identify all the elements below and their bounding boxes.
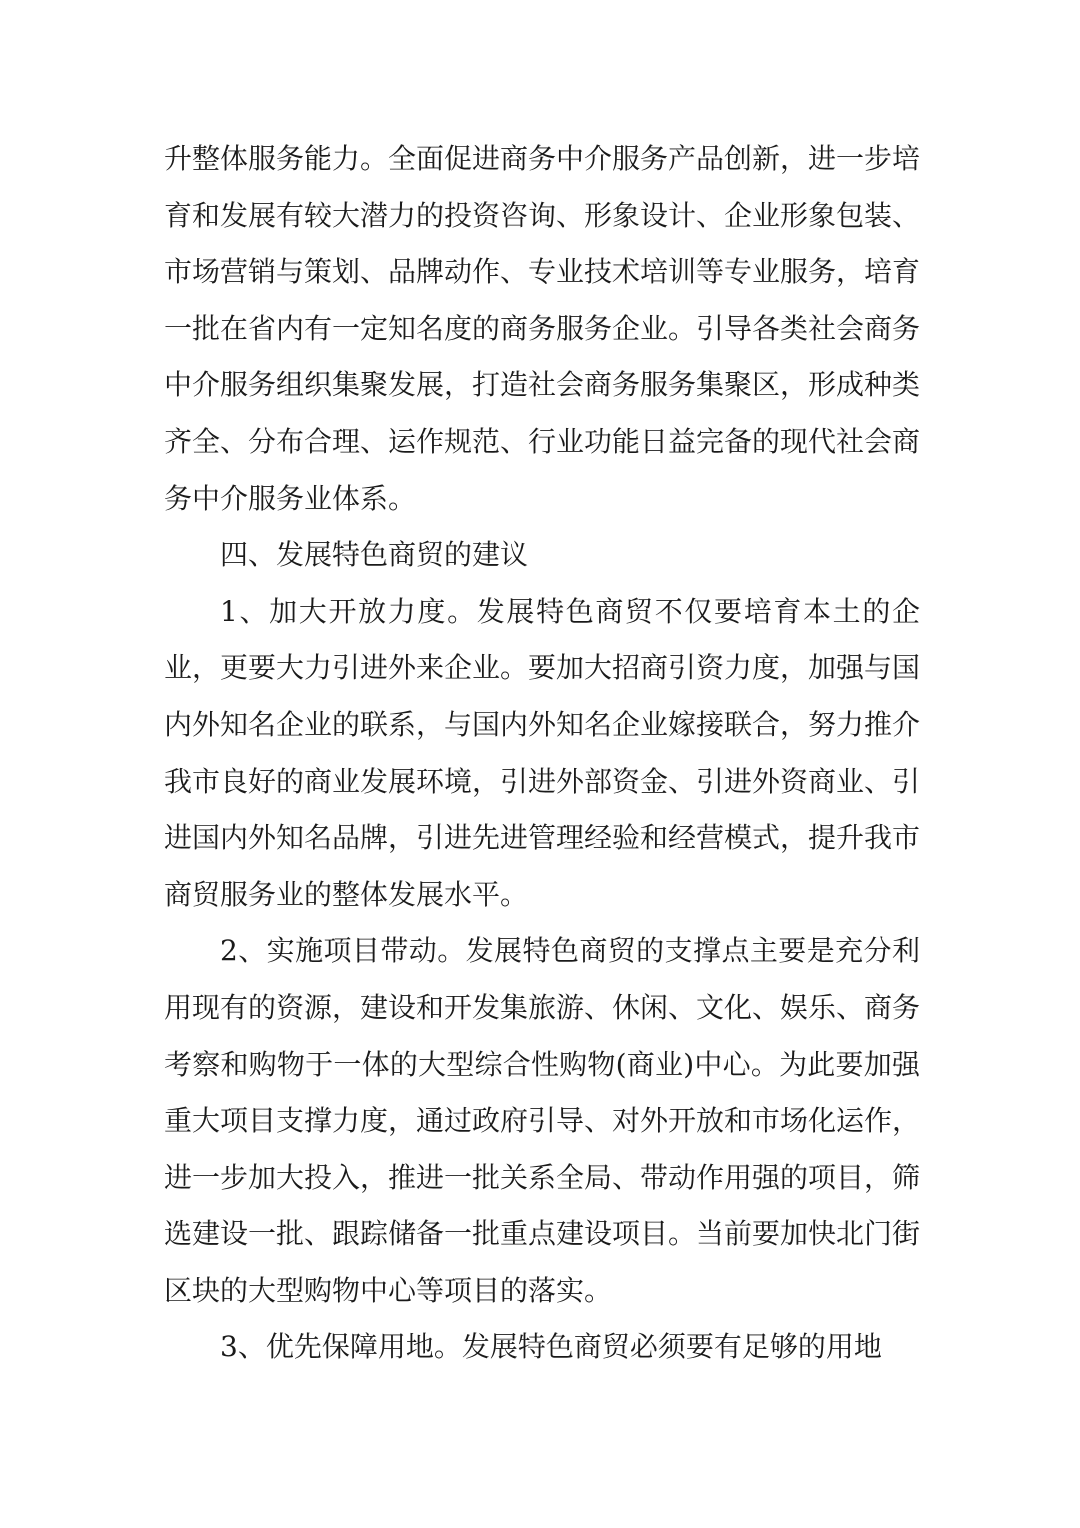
paragraph-project-driven: 2、实施项目带动。发展特色商贸的支撑点主要是充分利用现有的资源，建设和开发集旅游、休闲、文化、娱乐、商务考察和购物于一体的大型综合性购物(商业)中心。为此要加强重大项目支撑力度，通过政府引导、对外开放和市场化运作，进一步加大投入，推进一批关系全局、带动作用强的项目，筛选建设一批、跟踪储备一批重点建设项目。当前要加快北门街区块的大型购物中心等项目的落实。 bbox=[164, 934, 921, 1307]
section-heading-suggestions: 四、发展特色商贸的建议 bbox=[220, 538, 529, 572]
paragraph-services-continuation: 升整体服务能力。全面促进商务中介服务产品创新，进一步培育和发展有较大潜力的投资咨询、形象设计、企业形象包装、市场营销与策划、品牌动作、专业技术培训等专业服务，培育一批在省内有一定知名度的商务服务企业。引导各类社会商务中介服务组织集聚发展，打造社会商务服务集聚区，形成种类齐全、分布合理、运作规范、行业功能日益完备的现代社会商务中介服务业体系。 bbox=[164, 142, 921, 515]
paragraph-land-priority: 3、优先保障用地。发展特色商贸必须要有足够的用地 bbox=[220, 1330, 882, 1364]
document-body bbox=[164, 131, 920, 1376]
paragraph-open-up: 1、加大开放力度。发展特色商贸不仅要培育本土的企业，更要大力引进外来企业。要加大招商引资力度，加强与国内外知名企业的联系，与国内外知名企业嫁接联合，努力推介我市良好的商业发展环境，引进外部资金、引进外资商业、引进国内外知名品牌，引进先进管理经验和经营模式，提升我市商贸服务业的整体发展水平。 bbox=[164, 594, 921, 911]
